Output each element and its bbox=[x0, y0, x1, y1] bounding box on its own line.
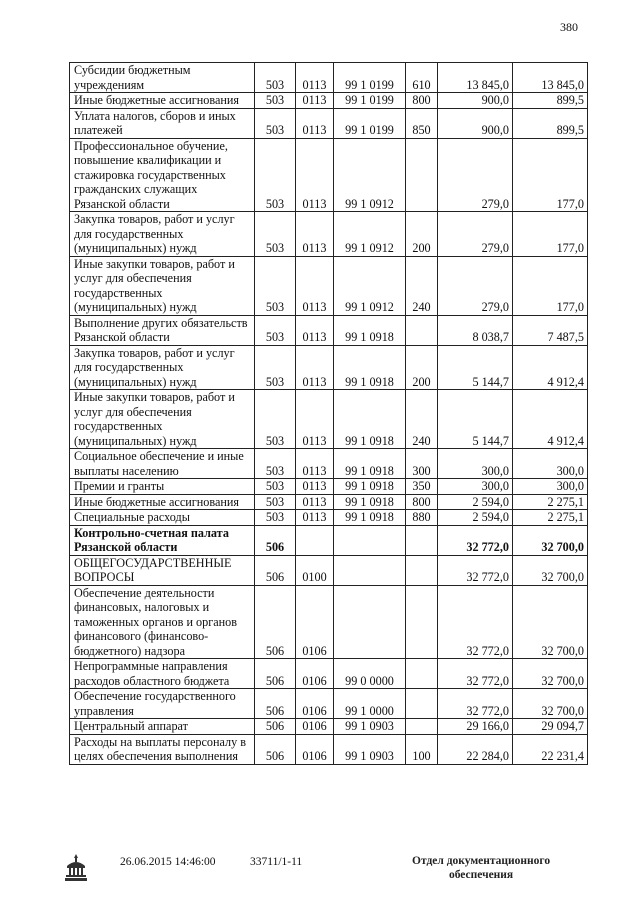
cell-amount-actual: 32 700,0 bbox=[513, 659, 588, 689]
cell-code-3: 99 0 0000 bbox=[334, 659, 406, 689]
cell-amount-planned: 2 594,0 bbox=[438, 510, 513, 526]
cell-code-4: 350 bbox=[406, 479, 438, 495]
cell-amount-actual: 32 700,0 bbox=[513, 555, 588, 585]
cell-name: Центральный аппарат bbox=[70, 719, 255, 735]
cell-code-1: 503 bbox=[255, 315, 296, 345]
cell-code-3 bbox=[334, 555, 406, 585]
cell-code-4: 850 bbox=[406, 108, 438, 138]
cell-code-4 bbox=[406, 689, 438, 719]
cell-amount-planned: 32 772,0 bbox=[438, 555, 513, 585]
cell-code-4: 200 bbox=[406, 345, 438, 390]
cell-code-2: 0113 bbox=[296, 212, 334, 257]
cell-amount-actual: 2 275,1 bbox=[513, 494, 588, 510]
cell-code-4: 240 bbox=[406, 256, 438, 315]
cell-code-1: 506 bbox=[255, 525, 296, 555]
footer-department-line2: обеспечения bbox=[448, 869, 514, 881]
cell-code-3: 99 1 0918 bbox=[334, 510, 406, 526]
cell-amount-planned: 300,0 bbox=[438, 479, 513, 495]
cell-amount-actual: 177,0 bbox=[513, 212, 588, 257]
cell-code-2: 0106 bbox=[296, 585, 334, 659]
table-row bbox=[70, 659, 588, 689]
cell-name: Профессиональное обучение, повышение квалификации и стажировка государственных гражданских служащих Рязанской области bbox=[70, 138, 255, 212]
cell-code-3: 99 1 0199 bbox=[334, 63, 406, 93]
cell-code-1: 506 bbox=[255, 555, 296, 585]
cell-amount-actual: 899,5 bbox=[513, 108, 588, 138]
cell-name: Закупка товаров, работ и услуг для государственных (муниципальных) нужд bbox=[70, 212, 255, 257]
cell-code-2: 0106 bbox=[296, 719, 334, 735]
cell-code-1: 506 bbox=[255, 659, 296, 689]
cell-amount-actual: 300,0 bbox=[513, 449, 588, 479]
cell-code-2: 0106 bbox=[296, 689, 334, 719]
cell-code-3: 99 1 0912 bbox=[334, 138, 406, 212]
cell-amount-actual: 4 912,4 bbox=[513, 390, 588, 449]
cell-amount-planned: 2 594,0 bbox=[438, 494, 513, 510]
page-footer bbox=[0, 850, 640, 900]
table-row bbox=[70, 479, 588, 495]
duma-logo-icon bbox=[64, 852, 88, 882]
cell-name: Выполнение других обязательств Рязанской области bbox=[70, 315, 255, 345]
cell-amount-actual: 7 487,5 bbox=[513, 315, 588, 345]
table-row bbox=[70, 390, 588, 449]
cell-code-4: 300 bbox=[406, 449, 438, 479]
cell-name: Обеспечение государственного управления bbox=[70, 689, 255, 719]
cell-name: Социальное обеспечение и иные выплаты населению bbox=[70, 449, 255, 479]
cell-amount-actual: 32 700,0 bbox=[513, 525, 588, 555]
cell-code-4 bbox=[406, 555, 438, 585]
cell-amount-planned: 5 144,7 bbox=[438, 390, 513, 449]
cell-amount-planned: 900,0 bbox=[438, 108, 513, 138]
cell-name: Премии и гранты bbox=[70, 479, 255, 495]
cell-code-3: 99 1 0903 bbox=[334, 719, 406, 735]
cell-code-3: 99 1 0903 bbox=[334, 734, 406, 764]
cell-code-3: 99 1 0918 bbox=[334, 494, 406, 510]
cell-code-2: 0106 bbox=[296, 659, 334, 689]
footer-department bbox=[412, 854, 550, 882]
cell-amount-actual: 13 845,0 bbox=[513, 63, 588, 93]
table-row bbox=[70, 315, 588, 345]
cell-name: Субсидии бюджетным учреждениям bbox=[70, 63, 255, 93]
cell-amount-planned: 32 772,0 bbox=[438, 585, 513, 659]
cell-code-4: 100 bbox=[406, 734, 438, 764]
cell-name: Иные бюджетные ассигнования bbox=[70, 494, 255, 510]
cell-amount-planned: 5 144,7 bbox=[438, 345, 513, 390]
cell-name: Иные закупки товаров, работ и услуг для обеспечения государственных (муниципальных) нужд bbox=[70, 256, 255, 315]
cell-code-1: 503 bbox=[255, 93, 296, 109]
table-body bbox=[70, 63, 588, 765]
cell-name: Непрограммные направления расходов областного бюджета bbox=[70, 659, 255, 689]
footer-department-line1: Отдел документационного bbox=[412, 855, 551, 867]
cell-code-1: 503 bbox=[255, 212, 296, 257]
cell-code-2: 0113 bbox=[296, 390, 334, 449]
cell-amount-actual: 177,0 bbox=[513, 138, 588, 212]
cell-name: Контрольно-счетная палата Рязанской области bbox=[70, 525, 255, 555]
cell-code-3: 99 1 0918 bbox=[334, 315, 406, 345]
cell-code-2: 0113 bbox=[296, 93, 334, 109]
cell-code-4: 800 bbox=[406, 494, 438, 510]
table-row bbox=[70, 494, 588, 510]
cell-code-2: 0113 bbox=[296, 510, 334, 526]
cell-code-4 bbox=[406, 315, 438, 345]
cell-code-2: 0113 bbox=[296, 63, 334, 93]
cell-code-3: 99 1 0918 bbox=[334, 449, 406, 479]
cell-amount-planned: 13 845,0 bbox=[438, 63, 513, 93]
table-row bbox=[70, 525, 588, 555]
cell-code-2: 0113 bbox=[296, 138, 334, 212]
cell-code-3: 99 1 0912 bbox=[334, 256, 406, 315]
table-row bbox=[70, 689, 588, 719]
cell-code-1: 503 bbox=[255, 63, 296, 93]
table-row bbox=[70, 719, 588, 735]
cell-code-2 bbox=[296, 525, 334, 555]
cell-code-1: 503 bbox=[255, 449, 296, 479]
cell-name: Специальные расходы bbox=[70, 510, 255, 526]
cell-code-1: 503 bbox=[255, 510, 296, 526]
cell-name: Иные закупки товаров, работ и услуг для обеспечения государственных (муниципальных) нужд bbox=[70, 390, 255, 449]
cell-code-4: 880 bbox=[406, 510, 438, 526]
cell-amount-planned: 32 772,0 bbox=[438, 689, 513, 719]
cell-code-4: 610 bbox=[406, 63, 438, 93]
cell-code-2: 0113 bbox=[296, 494, 334, 510]
table-row bbox=[70, 449, 588, 479]
table-row bbox=[70, 93, 588, 109]
cell-code-1: 506 bbox=[255, 719, 296, 735]
cell-code-3: 99 1 0199 bbox=[334, 93, 406, 109]
cell-amount-planned: 279,0 bbox=[438, 212, 513, 257]
cell-code-1: 506 bbox=[255, 585, 296, 659]
cell-code-2: 0113 bbox=[296, 256, 334, 315]
table-row bbox=[70, 555, 588, 585]
cell-amount-planned: 300,0 bbox=[438, 449, 513, 479]
budget-table bbox=[69, 62, 588, 765]
cell-code-1: 506 bbox=[255, 734, 296, 764]
cell-name: Иные бюджетные ассигнования bbox=[70, 93, 255, 109]
table-row bbox=[70, 138, 588, 212]
cell-name: Уплата налогов, сборов и иных платежей bbox=[70, 108, 255, 138]
cell-code-1: 503 bbox=[255, 138, 296, 212]
table-row bbox=[70, 108, 588, 138]
cell-code-1: 506 bbox=[255, 689, 296, 719]
cell-amount-actual: 2 275,1 bbox=[513, 510, 588, 526]
cell-code-2: 0113 bbox=[296, 345, 334, 390]
cell-code-3: 99 1 0918 bbox=[334, 345, 406, 390]
footer-timestamp: 26.06.2015 14:46:00 bbox=[120, 856, 216, 868]
cell-code-3 bbox=[334, 585, 406, 659]
cell-code-1: 503 bbox=[255, 390, 296, 449]
cell-code-4 bbox=[406, 138, 438, 212]
page-number: 380 bbox=[560, 20, 578, 34]
table-row bbox=[70, 345, 588, 390]
cell-code-4 bbox=[406, 585, 438, 659]
cell-code-1: 503 bbox=[255, 479, 296, 495]
cell-amount-planned: 22 284,0 bbox=[438, 734, 513, 764]
cell-code-3: 99 1 0918 bbox=[334, 390, 406, 449]
footer-doc-id: 33711/1-11 bbox=[250, 856, 303, 868]
cell-code-4: 200 bbox=[406, 212, 438, 257]
cell-code-4: 240 bbox=[406, 390, 438, 449]
cell-amount-actual: 22 231,4 bbox=[513, 734, 588, 764]
table-row bbox=[70, 212, 588, 257]
cell-code-2: 0113 bbox=[296, 108, 334, 138]
cell-name: Закупка товаров, работ и услуг для государственных (муниципальных) нужд bbox=[70, 345, 255, 390]
cell-amount-actual: 29 094,7 bbox=[513, 719, 588, 735]
cell-amount-actual: 32 700,0 bbox=[513, 585, 588, 659]
cell-amount-planned: 279,0 bbox=[438, 138, 513, 212]
cell-code-2: 0113 bbox=[296, 449, 334, 479]
cell-code-1: 503 bbox=[255, 108, 296, 138]
cell-amount-actual: 899,5 bbox=[513, 93, 588, 109]
cell-code-3: 99 1 0000 bbox=[334, 689, 406, 719]
cell-code-1: 503 bbox=[255, 345, 296, 390]
cell-amount-planned: 900,0 bbox=[438, 93, 513, 109]
cell-code-3 bbox=[334, 525, 406, 555]
table-row bbox=[70, 63, 588, 93]
cell-code-4 bbox=[406, 525, 438, 555]
cell-amount-actual: 4 912,4 bbox=[513, 345, 588, 390]
cell-code-3: 99 1 0918 bbox=[334, 479, 406, 495]
cell-code-3: 99 1 0912 bbox=[334, 212, 406, 257]
table-row bbox=[70, 734, 588, 764]
cell-code-4: 800 bbox=[406, 93, 438, 109]
cell-code-1: 503 bbox=[255, 494, 296, 510]
cell-code-2: 0113 bbox=[296, 479, 334, 495]
cell-code-4 bbox=[406, 659, 438, 689]
cell-amount-planned: 32 772,0 bbox=[438, 659, 513, 689]
cell-amount-actual: 300,0 bbox=[513, 479, 588, 495]
table-row bbox=[70, 256, 588, 315]
cell-code-2: 0113 bbox=[296, 315, 334, 345]
cell-amount-actual: 32 700,0 bbox=[513, 689, 588, 719]
cell-amount-planned: 8 038,7 bbox=[438, 315, 513, 345]
cell-code-3: 99 1 0199 bbox=[334, 108, 406, 138]
table-row bbox=[70, 510, 588, 526]
cell-code-2: 0100 bbox=[296, 555, 334, 585]
cell-amount-planned: 29 166,0 bbox=[438, 719, 513, 735]
cell-code-1: 503 bbox=[255, 256, 296, 315]
cell-name: Расходы на выплаты персоналу в целях обеспечения выполнения bbox=[70, 734, 255, 764]
cell-amount-actual: 177,0 bbox=[513, 256, 588, 315]
cell-name: ОБЩЕГОСУДАРСТВЕННЫЕ ВОПРОСЫ bbox=[70, 555, 255, 585]
cell-name: Обеспечение деятельности финансовых, налоговых и таможенных органов и органов финансового (финансово-бюджетного) надзора bbox=[70, 585, 255, 659]
table-row bbox=[70, 585, 588, 659]
cell-code-2: 0106 bbox=[296, 734, 334, 764]
cell-amount-planned: 32 772,0 bbox=[438, 525, 513, 555]
cell-amount-planned: 279,0 bbox=[438, 256, 513, 315]
cell-code-4 bbox=[406, 719, 438, 735]
